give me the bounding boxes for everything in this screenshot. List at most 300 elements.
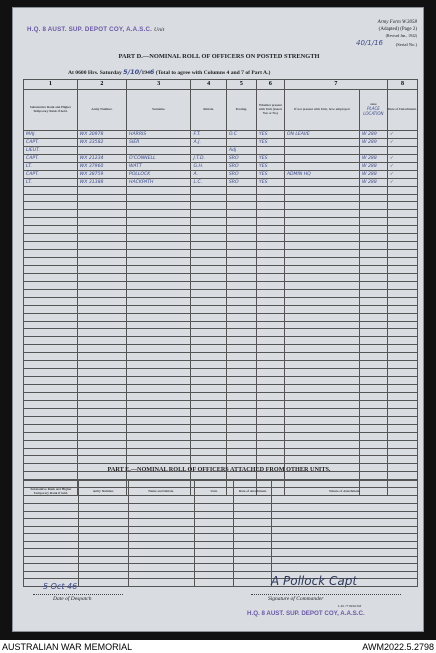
- cell-place: [359, 448, 387, 456]
- cell-number: [77, 321, 126, 329]
- e-cell: [234, 519, 272, 527]
- cell-date: [387, 353, 417, 361]
- e-cell: [194, 579, 234, 587]
- e-cell: [194, 541, 234, 549]
- e-cell: [78, 541, 128, 549]
- cell-present: [256, 210, 284, 218]
- cell-initials: [191, 273, 226, 281]
- cell-date: [387, 472, 417, 480]
- cell-date: [387, 297, 417, 305]
- cell-date: [387, 218, 417, 226]
- e-cell: [234, 534, 272, 542]
- cell-present: [256, 218, 284, 226]
- cell-rank: [24, 226, 78, 234]
- cell-posting: [226, 273, 256, 281]
- cell-rank: [24, 345, 78, 353]
- table-row: [24, 504, 418, 512]
- table-row: [24, 321, 418, 329]
- cell-posting: [226, 377, 256, 385]
- col-num-1: 1: [24, 80, 78, 90]
- cell-surname: [127, 329, 191, 337]
- cell-place: W 289: [359, 138, 387, 146]
- e-cell: [78, 519, 128, 527]
- cell-surname: [127, 250, 191, 258]
- e-cell: [234, 526, 272, 534]
- cell-surname: [127, 210, 191, 218]
- e-cell: [128, 504, 194, 512]
- table-row: [24, 154, 418, 162]
- cell-place: [359, 242, 387, 250]
- cell-initials: [191, 258, 226, 266]
- cell-rank: [24, 297, 78, 305]
- cell-employed: [284, 258, 359, 266]
- part-e-title: PART E.—NOMINAL ROLL OF OFFICERS ATTACHED FROM OTHER UNITS.: [107, 466, 331, 473]
- signature-line: [251, 594, 401, 595]
- cell-surname: [127, 258, 191, 266]
- cell-posting: [226, 408, 256, 416]
- cell-employed: [284, 202, 359, 210]
- cell-present: [256, 353, 284, 361]
- cell-date: [387, 456, 417, 464]
- cell-rank: [24, 353, 78, 361]
- cell-number: [77, 305, 126, 313]
- e-cell: [128, 571, 194, 579]
- column-note: (Total to agree with Columns 4 and 7 of Part A.): [155, 70, 271, 76]
- cell-posting: SRO: [226, 178, 256, 186]
- table-row: [24, 579, 418, 587]
- cell-rank: [24, 234, 78, 242]
- cell-present: YES: [256, 170, 284, 178]
- cell-posting: [226, 226, 256, 234]
- table-row: [24, 416, 418, 424]
- cell-place: [359, 432, 387, 440]
- cell-surname: [127, 146, 191, 154]
- e-cell: [234, 556, 272, 564]
- part-d-title: PART D.—NOMINAL ROLL OF OFFICERS ON POSTED STRENGTH: [118, 53, 320, 60]
- cell-initials: [191, 305, 226, 313]
- table-row: [24, 178, 418, 186]
- col-num-2: 2: [77, 80, 126, 90]
- cell-employed: [284, 242, 359, 250]
- table-row: [24, 440, 418, 448]
- col-num-3: 3: [127, 80, 191, 90]
- cell-present: [256, 202, 284, 210]
- part-d-rows: [24, 131, 418, 496]
- cell-employed: [284, 329, 359, 337]
- cell-date: [387, 234, 417, 242]
- e-cell: [78, 549, 128, 557]
- cell-initials: G.H.: [191, 162, 226, 170]
- cell-surname: [127, 361, 191, 369]
- table-row: [24, 250, 418, 258]
- cell-present: YES: [256, 138, 284, 146]
- e-cell: [24, 541, 79, 549]
- cell-rank: [24, 242, 78, 250]
- cell-number: [77, 146, 126, 154]
- e-cell: [128, 541, 194, 549]
- table-row: [24, 361, 418, 369]
- cell-initials: J.T.D.: [191, 154, 226, 162]
- cell-rank: [24, 377, 78, 385]
- cell-date: [387, 337, 417, 345]
- cell-initials: [191, 186, 226, 194]
- cell-employed: [284, 424, 359, 432]
- table-row: [24, 234, 418, 242]
- cell-number: WX 37960: [77, 162, 126, 170]
- cell-place: [359, 202, 387, 210]
- cell-place: [359, 305, 387, 313]
- header-present: Whether present with Unit (insert Yes or No): [256, 90, 284, 131]
- cell-place: [359, 472, 387, 480]
- cell-surname: [127, 289, 191, 297]
- cell-rank: LIEUT.: [24, 146, 78, 154]
- header-place-hw: PLACE LOCATION: [363, 106, 384, 116]
- cell-posting: [226, 289, 256, 297]
- archive-caption: [0, 640, 436, 653]
- caption-left: AUSTRALIAN WAR MEMORIAL: [2, 642, 133, 652]
- cell-employed: [284, 281, 359, 289]
- table-row: [24, 534, 418, 542]
- form-line-2: (Adapted) (Page 2): [378, 27, 417, 32]
- cell-posting: [226, 281, 256, 289]
- form-line-1: Army Form W.3058: [377, 20, 417, 25]
- cell-rank: [24, 385, 78, 393]
- cell-date: [387, 273, 417, 281]
- cell-employed: [284, 289, 359, 297]
- cell-rank: [24, 361, 78, 369]
- cell-rank: CAPT.: [24, 170, 78, 178]
- cell-rank: [24, 392, 78, 400]
- table-row: [24, 218, 418, 226]
- cell-present: [256, 242, 284, 250]
- cell-employed: [284, 416, 359, 424]
- cell-date: ✓: [387, 138, 417, 146]
- cell-present: [256, 250, 284, 258]
- cell-number: [77, 194, 126, 202]
- cell-place: W 288: [359, 154, 387, 162]
- cell-place: [359, 416, 387, 424]
- header-initials: Initials.: [191, 90, 226, 131]
- cell-rank: [24, 424, 78, 432]
- cell-employed: [284, 345, 359, 353]
- cell-place: [359, 265, 387, 273]
- cell-initials: [191, 337, 226, 345]
- cell-surname: [127, 392, 191, 400]
- e-cell: [272, 556, 418, 564]
- serial-label: (Serial No.): [395, 42, 417, 47]
- cell-date: [387, 289, 417, 297]
- cell-present: [256, 377, 284, 385]
- cell-employed: [284, 408, 359, 416]
- e-cell: [24, 564, 79, 572]
- e-header-unit: Unit.: [194, 481, 234, 504]
- cell-initials: [191, 369, 226, 377]
- cell-place: [359, 313, 387, 321]
- cell-rank: [24, 250, 78, 258]
- cell-posting: [226, 250, 256, 258]
- cell-surname: [127, 424, 191, 432]
- cell-date: [387, 400, 417, 408]
- cell-date: [387, 440, 417, 448]
- cell-place: [359, 186, 387, 194]
- cell-employed: [284, 154, 359, 162]
- cell-employed: [284, 472, 359, 480]
- e-cell: [272, 504, 418, 512]
- e-cell: [272, 564, 418, 572]
- cell-posting: [226, 329, 256, 337]
- table-row: [24, 526, 418, 534]
- cell-number: [77, 234, 126, 242]
- serial-value: 40/1/16: [356, 39, 383, 47]
- cell-initials: L.C.: [191, 178, 226, 186]
- cell-place: [359, 377, 387, 385]
- cell-present: [256, 385, 284, 393]
- cell-posting: [226, 448, 256, 456]
- header-date: Date of Detachment.: [387, 90, 417, 131]
- cell-posting: SRO: [226, 170, 256, 178]
- cell-present: [256, 456, 284, 464]
- cell-posting: [226, 400, 256, 408]
- cell-rank: [24, 337, 78, 345]
- table-row: [24, 329, 418, 337]
- cell-number: [77, 392, 126, 400]
- table-row: [24, 424, 418, 432]
- cell-employed: [284, 194, 359, 202]
- cell-place: W 289: [359, 131, 387, 139]
- cell-date: ✓: [387, 154, 417, 162]
- cell-date: [387, 321, 417, 329]
- e-cell: [24, 526, 79, 534]
- print-note: L.M. 7718/40-5M: [338, 604, 362, 608]
- cell-present: [256, 321, 284, 329]
- cell-posting: [226, 297, 256, 305]
- e-cell: [128, 579, 194, 587]
- cell-initials: [191, 281, 226, 289]
- cell-number: [77, 313, 126, 321]
- cell-present: YES: [256, 131, 284, 139]
- cell-place: [359, 210, 387, 218]
- cell-number: [77, 448, 126, 456]
- cell-rank: [24, 258, 78, 266]
- e-header-date: Date of Attachment.: [234, 481, 272, 504]
- cell-place: [359, 353, 387, 361]
- cell-date: [387, 226, 417, 234]
- e-cell: [194, 549, 234, 557]
- e-cell: [24, 534, 79, 542]
- cell-rank: [24, 289, 78, 297]
- table-row: [24, 146, 418, 154]
- cell-rank: [24, 202, 78, 210]
- cell-present: [256, 234, 284, 242]
- cell-rank: [24, 329, 78, 337]
- cell-posting: [226, 369, 256, 377]
- cell-present: [256, 440, 284, 448]
- e-cell: [78, 579, 128, 587]
- cell-employed: ADMIN HQ: [284, 170, 359, 178]
- cell-rank: [24, 416, 78, 424]
- cell-surname: HARRIS: [127, 131, 191, 139]
- e-cell: [272, 511, 418, 519]
- cell-surname: [127, 377, 191, 385]
- cell-posting: [226, 385, 256, 393]
- cell-surname: [127, 202, 191, 210]
- cell-posting: [226, 345, 256, 353]
- cell-number: [77, 385, 126, 393]
- cell-employed: [284, 369, 359, 377]
- col-num-4: 4: [191, 80, 226, 90]
- cell-employed: [284, 218, 359, 226]
- cell-date: [387, 345, 417, 353]
- cell-date: [387, 385, 417, 393]
- cell-initials: [191, 265, 226, 273]
- year-prefix: 194: [141, 70, 150, 76]
- table-row: [24, 226, 418, 234]
- e-cell: [24, 556, 79, 564]
- table-row: [24, 194, 418, 202]
- cell-date: [387, 146, 417, 154]
- cell-initials: [191, 234, 226, 242]
- cell-number: [77, 210, 126, 218]
- cell-initials: [191, 321, 226, 329]
- cell-date: [387, 305, 417, 313]
- cell-number: [77, 456, 126, 464]
- cell-present: [256, 408, 284, 416]
- table-row: [24, 138, 418, 146]
- cell-initials: [191, 146, 226, 154]
- cell-surname: WATT: [127, 162, 191, 170]
- e-cell: [234, 564, 272, 572]
- e-cell: [234, 504, 272, 512]
- cell-number: [77, 361, 126, 369]
- table-row: [24, 162, 418, 170]
- cell-number: [77, 265, 126, 273]
- despatch-line: [33, 594, 123, 595]
- cell-place: [359, 337, 387, 345]
- cell-employed: [284, 234, 359, 242]
- cell-rank: [24, 400, 78, 408]
- cell-employed: [284, 273, 359, 281]
- cell-number: [77, 281, 126, 289]
- cell-date: [387, 408, 417, 416]
- part-e-table: [23, 480, 418, 587]
- e-cell: [234, 579, 272, 587]
- cell-present: [256, 448, 284, 456]
- e-cell: [234, 541, 272, 549]
- cell-number: [77, 329, 126, 337]
- e-cell: [272, 534, 418, 542]
- cell-posting: [226, 305, 256, 313]
- cell-initials: [191, 385, 226, 393]
- cell-rank: LT.: [24, 178, 78, 186]
- table-row: [24, 541, 418, 549]
- e-cell: [78, 556, 128, 564]
- table-row: [24, 202, 418, 210]
- cell-present: [256, 273, 284, 281]
- cell-present: [256, 265, 284, 273]
- cell-number: [77, 258, 126, 266]
- cell-surname: [127, 242, 191, 250]
- e-cell: [234, 549, 272, 557]
- cell-posting: SRO: [226, 154, 256, 162]
- cell-present: [256, 400, 284, 408]
- cell-posting: [226, 353, 256, 361]
- cell-date: [387, 186, 417, 194]
- cell-initials: [191, 353, 226, 361]
- cell-initials: A.: [191, 170, 226, 178]
- table-row: [24, 432, 418, 440]
- cell-place: [359, 146, 387, 154]
- cell-number: [77, 440, 126, 448]
- cell-initials: [191, 392, 226, 400]
- cell-posting: [226, 218, 256, 226]
- e-cell: [78, 534, 128, 542]
- col-num-7: 7: [284, 80, 387, 90]
- cell-rank: CAPT.: [24, 138, 78, 146]
- cell-date: [387, 210, 417, 218]
- cell-employed: [284, 305, 359, 313]
- e-cell: [234, 511, 272, 519]
- header-surname: Surname.: [127, 90, 191, 131]
- cell-present: [256, 186, 284, 194]
- cell-date: ✓: [387, 170, 417, 178]
- table-row: [24, 369, 418, 377]
- col-num-5: 5: [226, 80, 256, 90]
- cell-place: [359, 361, 387, 369]
- cell-initials: [191, 218, 226, 226]
- cell-place: [359, 250, 387, 258]
- cell-rank: [24, 321, 78, 329]
- cell-place: [359, 456, 387, 464]
- signature-value: A Pollock Capt: [271, 574, 358, 588]
- cell-place: [359, 369, 387, 377]
- cell-present: [256, 194, 284, 202]
- cell-place: [359, 226, 387, 234]
- cell-surname: [127, 218, 191, 226]
- cell-present: [256, 432, 284, 440]
- table-row: [24, 305, 418, 313]
- caption-right: AWM2022.5.2798: [362, 642, 434, 652]
- cell-posting: [226, 202, 256, 210]
- table-row: [24, 210, 418, 218]
- cell-initials: [191, 194, 226, 202]
- cell-present: [256, 313, 284, 321]
- cell-place: [359, 273, 387, 281]
- cell-employed: [284, 337, 359, 345]
- header-army-number: Army Number.: [77, 90, 126, 131]
- cell-employed: [284, 400, 359, 408]
- cell-employed: [284, 361, 359, 369]
- cell-place: W 288: [359, 162, 387, 170]
- cell-place: [359, 329, 387, 337]
- e-cell: [194, 519, 234, 527]
- cell-surname: [127, 321, 191, 329]
- at-prefix: At 0600 Hrs. Saturday: [68, 70, 122, 76]
- cell-initials: [191, 250, 226, 258]
- e-cell: [194, 511, 234, 519]
- cell-posting: Adj: [226, 146, 256, 154]
- cell-initials: [191, 432, 226, 440]
- cell-place: W 288: [359, 178, 387, 186]
- e-cell: [78, 511, 128, 519]
- e-cell: [194, 534, 234, 542]
- cell-surname: [127, 265, 191, 273]
- cell-place: [359, 218, 387, 226]
- table-row: [24, 556, 418, 564]
- despatch-value: 5 Oct 46: [43, 582, 78, 591]
- cell-present: [256, 305, 284, 313]
- table-row: [24, 549, 418, 557]
- cell-number: [77, 297, 126, 305]
